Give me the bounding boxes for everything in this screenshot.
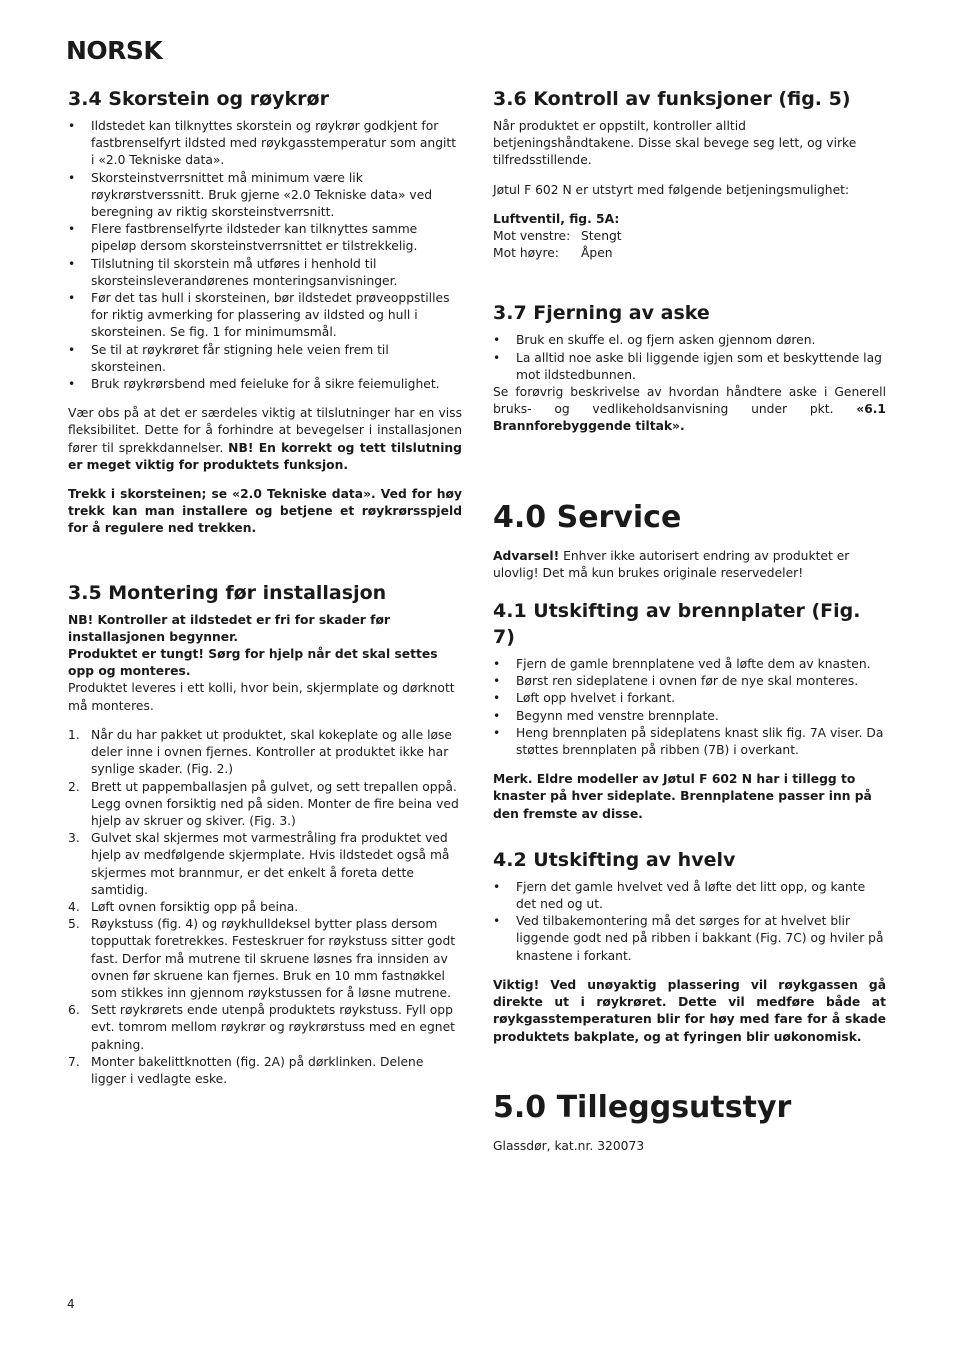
bullet-item: • Fjern det gamle hvelvet ved å løfte det litt opp, og kante det ned og ut. — [493, 879, 886, 913]
step-text: Røykstuss (fig. 4) og røykhulldeksel bytter plass dersom topputtak foretrekkes. Festeskruer for røykstuss sitter godt fast. Derfor må mutrene til skruene løsnes fra innsiden av ovnen før skruene kan fjernes. Bruk en 10 mm fastnøkkel som stikkes inn gjennom røykstussen for å løsne mutrene. — [91, 917, 456, 1000]
section-heading-3-4: 3.4 Skorstein og røykrør — [68, 88, 329, 110]
step-number: 5. — [68, 917, 80, 932]
paragraph-text: Vær obs på at det er særdeles viktig at tilslutninger har en viss fleksibilitet. Dette for å forhindre at bevegelser i installasjonen fører til sprekkdannelser. — [68, 406, 462, 455]
section-heading-3-7: 3.7 Fjerning av aske — [493, 302, 710, 325]
paragraph: Jøtul F 602 N er utstyrt med følgende betjeningsmulighet: — [493, 182, 850, 197]
warning-label: Advarsel! — [493, 548, 560, 563]
right-column — [493, 86, 886, 1155]
section-heading-4-1: 4.1 Utskifting av brennplater (Fig. 7) — [493, 600, 861, 649]
step-number: 6. — [68, 1003, 80, 1018]
step-item — [68, 899, 462, 916]
bullet-list-4-1 — [493, 656, 886, 759]
accessory-item: Glassdør, kat.nr. 320073 — [493, 1138, 645, 1153]
step-text: Sett røykrørets ende utenpå produktets røykstuss. Fyll opp evt. tomrom mellom røykrør og røykrørstuss med en egnet pakning. — [91, 1003, 455, 1052]
bullet-item: • Fjern de gamle brennplatene ved å løfte dem av knasten. — [493, 656, 886, 673]
step-item — [68, 916, 462, 1002]
bullet-item: • Flere fastbrenselfyrte ildsteder kan tilknyttes samme pipeløp dersom skorsteinstverrsnittet er tilstrekkelig. — [68, 221, 462, 255]
nb-note-2: Produktet er tungt! Sørg for hjelp når det skal settes opp og monteres. — [68, 647, 438, 679]
valve-direction: Mot venstre: — [493, 229, 571, 244]
paragraph-text: Se forøvrig beskrivelse av hvordan håndtere aske i Generell bruks- og vedlikeholdsanvisning under pkt. — [493, 385, 886, 417]
draft-note: Trekk i skorsteinen; se «2.0 Tekniske data». Ved for høy trekk kan man installere og betjene et røykrørsspjeld for å regulere ned trekken. — [68, 487, 462, 536]
step-text: Brett ut pappemballasjen på gulvet, og sett trepallen oppå. Legg ovnen forsiktig ned på siden. Monter de fire beina ved hjelp av skruer og skiver. (Fig. 3.) — [91, 779, 459, 828]
section-heading-4-2: 4.2 Utskifting av hvelv — [493, 848, 736, 871]
note-paragraph: Merk. Eldre modeller av Jøtul F 602 N har i tillegg to knaster på hver sideplate. Brennplatene passer inn på den fremste av disse. — [493, 772, 872, 821]
step-item — [68, 779, 462, 831]
section-heading-3-6: 3.6 Kontroll av funksjoner (fig. 5) — [493, 88, 851, 110]
step-text: Monter bakelittknotten (fig. 2A) på dørklinken. Delene ligger i vedlagte eske. — [91, 1054, 424, 1086]
bullet-item: • La alltid noe aske bli liggende igjen som et beskyttende lag mot ildstedbunnen. — [493, 350, 886, 384]
step-number: 1. — [68, 727, 80, 742]
bullet-item: • Løft opp hvelvet i forkant. — [493, 690, 886, 707]
chapter-heading-4-0: 4.0 Service — [493, 499, 682, 535]
bullet-list-3-7 — [493, 332, 886, 384]
bullet-item: • Bruk en skuffe el. og fjern asken gjennom døren. — [493, 332, 886, 349]
bullet-item: • Se til at røykrøret får stigning hele veien frem til skorsteinen. — [68, 342, 462, 376]
valve-row — [493, 228, 886, 245]
intro-paragraph: Produktet leveres i ett kolli, hvor bein, skjermplate og dørknott må monteres. — [68, 681, 455, 713]
step-number: 2. — [68, 779, 80, 794]
left-column — [68, 86, 462, 1088]
paragraph — [68, 405, 462, 474]
nb-note-1: NB! Kontroller at ildstedet er fri for skader før installasjonen begynner. — [68, 612, 390, 644]
chapter-heading-5-0: 5.0 Tilleggsutstyr — [493, 1089, 792, 1125]
valve-state: Åpen — [581, 246, 613, 261]
bullet-list-4-2 — [493, 879, 886, 965]
step-number: 3. — [68, 831, 80, 846]
bullet-list-3-4 — [68, 118, 462, 393]
step-item — [68, 1054, 462, 1088]
bullet-item: • Heng brennplaten på sideplatens knast slik fig. 7A viser. Da støttes brennplaten på ribben (7B) i overkant. — [493, 725, 886, 759]
step-text: Når du har pakket ut produktet, skal kokeplate og alle løse deler inne i ovnen fjernes. Kontroller at produktet ikke har synlige skader. (Fig. 2.) — [91, 727, 452, 777]
paragraph-bold: «6.1 Brannforebyggende tiltak». — [493, 402, 886, 434]
warning-text: Enhver ikke autorisert endring av produktet er ulovlig! Det må kun brukes originale reservedeler! — [493, 548, 850, 580]
numbered-steps — [68, 727, 462, 1088]
warning-paragraph — [493, 548, 886, 582]
bullet-item: • Ildstedet kan tilknyttes skorstein og røykrør godkjent for fastbrenselfyrt ildsted med røykgasstemperatur som angitt i «2.0 Tekniske data». — [68, 118, 462, 170]
valve-direction: Mot høyre: — [493, 246, 559, 261]
bullet-item: • Skorsteinstverrsnittet må minimum være lik røykrørstverssnitt. Bruk gjerne «2.0 Tekniske data» ved beregning av riktig skorsteinstverrsnitt. — [68, 170, 462, 222]
step-item — [68, 1002, 462, 1054]
paragraph-bold: NB! En korrekt og tett tilslutning er meget viktig for produktets funksjon. — [68, 440, 462, 472]
step-text: Løft ovnen forsiktig opp på beina. — [91, 899, 299, 914]
paragraph — [493, 384, 886, 436]
step-number: 4. — [68, 899, 80, 914]
bullet-item: • Ved tilbakemontering må det sørges for at hvelvet blir liggende godt ned på ribben i bakkant (Fig. 7C) og hviler på knastene i forkant. — [493, 913, 886, 965]
valve-row — [493, 245, 886, 262]
bullet-item: • Før det tas hull i skorsteinen, bør ildstedet prøveoppstilles for riktig avmerking for plassering av ildsted og hull i skorsteinen. Se fig. 1 for minimumsmål. — [68, 290, 462, 342]
page-number: 4 — [67, 1297, 75, 1311]
bullet-item: • Tilslutning til skorstein må utføres i henhold til skorsteinsleverandørenes monteringsanvisninger. — [68, 256, 462, 290]
bullet-item: • Begynn med venstre brennplate. — [493, 708, 886, 725]
step-item — [68, 830, 462, 899]
paragraph: Når produktet er oppstilt, kontroller alltid betjeningshåndtakene. Disse skal bevege seg lett, og virke tilfredsstillende. — [493, 119, 857, 168]
section-heading-3-5: 3.5 Montering før installasjon — [68, 581, 387, 604]
step-text: Gulvet skal skjermes mot varmestråling fra produktet ved hjelp av medfølgende skjermplate. Hvis ildstedet også må skjermes mot brannmur, er det enkelt å foreta dette samtidig. — [91, 831, 450, 897]
bullet-item: • Bruk røykrørsbend med feieluke for å sikre feiemulighet. — [68, 376, 462, 393]
sub-heading: Luftventil, fig. 5A: — [493, 211, 620, 226]
language-heading: NORSK — [66, 36, 163, 65]
air-valve-table — [493, 228, 886, 262]
important-paragraph: Viktig! Ved unøyaktig plassering vil røykgassen gå direkte ut i røykrøret. Dette vil medføre både at røykgasstemperaturen blir for høy med fare for å skade produktets bakplate, og at fyringen blir uøkonomisk. — [493, 977, 886, 1044]
step-item — [68, 727, 462, 779]
bullet-item: • Børst ren sideplatene i ovnen før de nye skal monteres. — [493, 673, 886, 690]
valve-state: Stengt — [581, 229, 622, 244]
step-number: 7. — [68, 1054, 80, 1069]
